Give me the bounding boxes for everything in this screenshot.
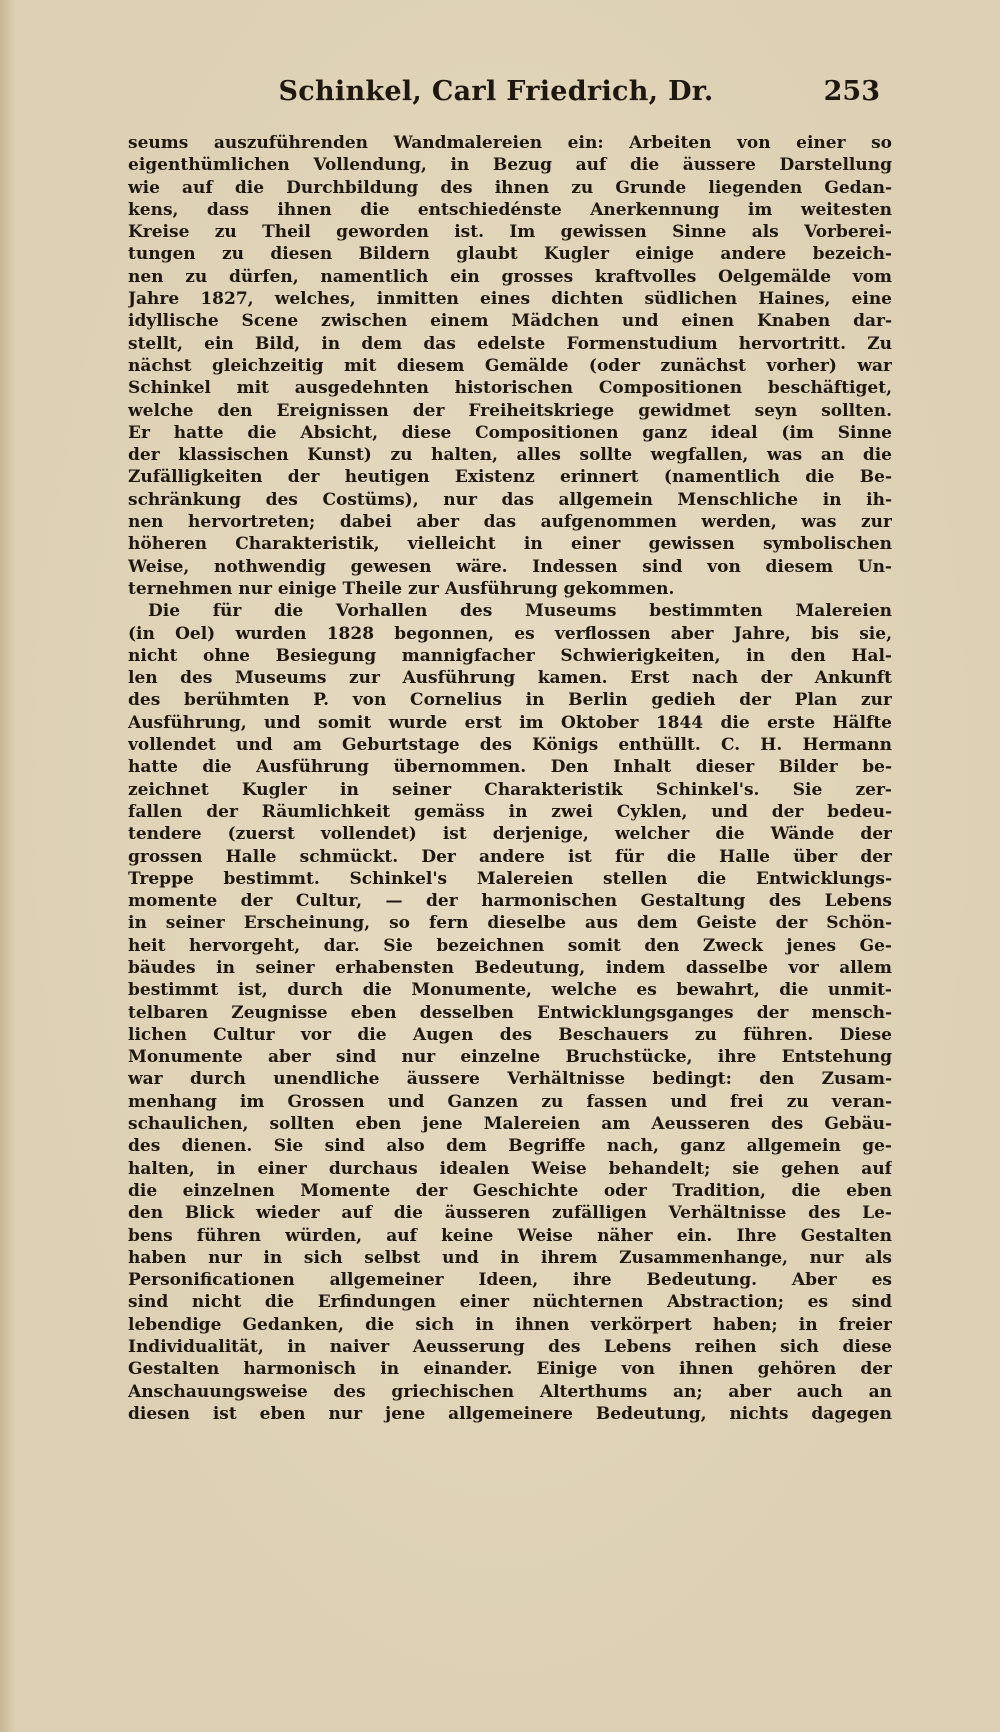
text-line: welche den Ereignissen der Freiheitskriege gewidmet seyn sollten. [128,400,892,421]
text-line: Monumente aber sind nur einzelne Bruchstücke, ihre Entstehung [128,1047,892,1068]
text-line: idyllische Scene zwischen einem Mädchen und einen Knaben dar- [128,311,892,332]
text-line: hatte die Ausführung übernommen. Den Inhalt dieser Bilder be- [128,757,892,778]
text-line: telbaren Zeugnisse eben desselben Entwicklungsganges der mensch- [128,1002,892,1023]
text-line: tungen zu diesen Bildern glaubt Kugler einige andere bezeich- [128,244,892,265]
text-line: des berühmten P. von Cornelius in Berlin gedieh der Plan zur [128,690,892,711]
body-text [128,132,892,1425]
text-line: eigenthümlichen Vollendung, in Bezug auf die äussere Darstellung [128,155,892,176]
text-line: diesen ist eben nur jene allgemeinere Bedeutung, nichts dagegen [128,1403,892,1424]
text-line: die einzelnen Momente der Geschichte oder Tradition, die eben [128,1180,892,1201]
text-line: (in Oel) wurden 1828 begonnen, es verflossen aber Jahre, bis sie, [128,623,892,644]
text-line: Ausführung, und somit wurde erst im Oktober 1844 die erste Hälfte [128,712,892,733]
text-line: halten, in einer durchaus idealen Weise behandelt; sie gehen auf [128,1158,892,1179]
text-line: menhang im Grossen und Ganzen zu fassen und frei zu veran- [128,1091,892,1112]
text-line: nen hervortreten; dabei aber das aufgenommen werden, was zur [128,512,892,533]
page-edge-shadow [0,0,16,1732]
text-line: war durch unendliche äussere Verhältnisse bedingt: den Zusam- [128,1069,892,1090]
text-line: des dienen. Sie sind also dem Begriffe nach, ganz allgemein ge- [128,1136,892,1157]
text-line: höheren Charakteristik, vielleicht in einer gewissen symbolischen [128,534,892,555]
text-line: len des Museums zur Ausführung kamen. Erst nach der Ankunft [128,668,892,689]
text-line: grossen Halle schmückt. Der andere ist für die Halle über der [128,846,892,867]
text-line: bäudes in seiner erhabensten Bedeutung, indem dasselbe vor allem [128,957,892,978]
text-line: Anschauungsweise des griechischen Alterthums an; aber auch an [128,1381,892,1402]
text-line: momente der Cultur, — der harmonischen Gestaltung des Lebens [128,891,892,912]
text-line: Die für die Vorhallen des Museums bestimmten Malereien [148,601,892,622]
text-line: fallen der Räumlichkeit gemäss in zwei Cyklen, und der bedeu- [128,801,892,822]
text-line: nicht ohne Besiegung mannigfacher Schwierigkeiten, in den Hal- [128,645,892,666]
text-line: Jahre 1827, welches, inmitten eines dichten südlichen Haines, eine [128,289,892,310]
text-line: stellt, ein Bild, in dem das edelste Formenstudium hervortritt. Zu [128,333,892,354]
text-line: zeichnet Kugler in seiner Charakteristik Schinkel's. Sie zer- [128,779,892,800]
text-line: nächst gleichzeitig mit diesem Gemälde (oder zunächst vorher) war [128,355,892,376]
text-line: schaulichen, sollten eben jene Malereien am Aeusseren des Gebäu- [128,1114,892,1135]
page-header [112,76,880,122]
text-line: tendere (zuerst vollendet) ist derjenige, welcher die Wände der [128,824,892,845]
text-line: lebendige Gedanken, die sich in ihnen verkörpert haben; in freier [128,1314,892,1335]
text-line: vollendet und am Geburtstage des Königs enthüllt. C. H. Hermann [128,735,892,756]
text-line: ternehmen nur einige Theile zur Ausführung gekommen. [128,578,675,599]
text-line: kens, dass ihnen die entschiedénste Anerkennung im weitesten [128,199,892,220]
text-line: nen zu dürfen, namentlich ein grosses kraftvolles Oelgemälde vom [128,266,892,287]
text-line: Gestalten harmonisch in einander. Einige von ihnen gehören der [128,1359,892,1380]
text-line: heit hervorgeht, dar. Sie bezeichnen somit den Zweck jenes Ge- [128,935,892,956]
text-line: seums auszuführenden Wandmalereien ein: Arbeiten von einer so [128,133,892,153]
text-line: lichen Cultur vor die Augen des Beschauers zu führen. Diese [128,1024,892,1045]
running-title: Schinkel, Carl Friedrich, Dr. [278,76,714,107]
text-line: Schinkel mit ausgedehnten historischen Compositionen beschäftiget, [128,378,892,399]
text-line: Zufälligkeiten der heutigen Existenz erinnert (namentlich die Be- [128,467,892,488]
text-line: Treppe bestimmt. Schinkel's Malereien stellen die Entwicklungs- [128,868,892,889]
text-line: sind nicht die Erfindungen einer nüchternen Abstraction; es sind [128,1292,892,1313]
text-line: haben nur in sich selbst und in ihrem Zusammenhange, nur als [128,1247,892,1268]
text-line: bestimmt ist, durch die Monumente, welche es bewahrt, die unmit- [128,980,892,1001]
text-line: Weise, nothwendig gewesen wäre. Indessen sind von diesem Un- [128,556,892,577]
page-number: 253 [823,76,880,107]
text-line: Personificationen allgemeiner Ideen, ihre Bedeutung. Aber es [128,1270,892,1291]
text-line: Kreise zu Theil geworden ist. Im gewissen Sinne als Vorberei- [128,222,892,243]
text-line: der klassischen Kunst) zu halten, alles sollte wegfallen, was an die [128,445,892,466]
text-line: Individualität, in naiver Aeusserung des Lebens reihen sich diese [128,1337,892,1358]
text-line: den Blick wieder auf die äusseren zufälligen Verhältnisse des Le- [128,1203,892,1224]
text-line: bens führen würden, auf keine Weise näher ein. Ihre Gestalten [128,1225,892,1246]
text-line: Er hatte die Absicht, diese Compositionen ganz ideal (im Sinne [128,422,892,443]
text-line: in seiner Erscheinung, so fern dieselbe aus dem Geiste der Schön- [128,913,892,934]
text-line: schränkung des Costüms), nur das allgemein Menschliche in ih- [128,489,892,510]
text-line: wie auf die Durchbildung des ihnen zu Grunde liegenden Gedan- [128,177,892,198]
